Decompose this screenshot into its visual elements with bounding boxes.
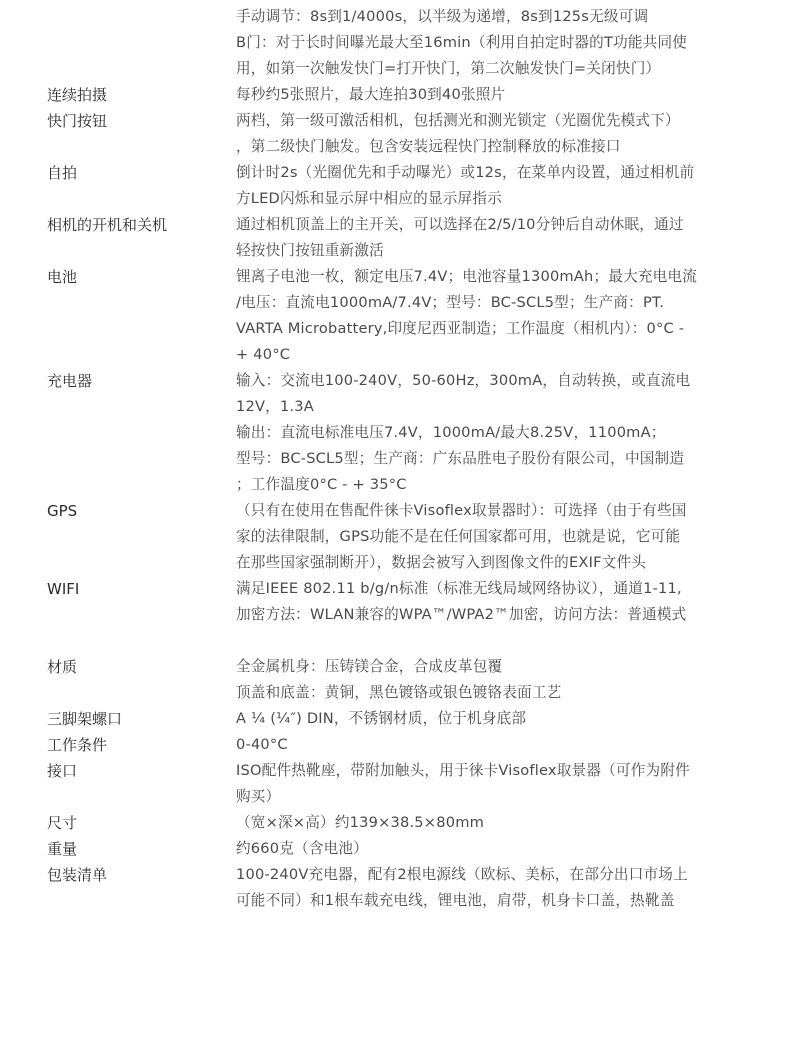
spec-row bbox=[47, 654, 767, 706]
spec-label: 尺寸 bbox=[47, 814, 78, 832]
spec-value bbox=[236, 264, 767, 368]
spec-value bbox=[236, 862, 767, 914]
spec-value-line: 通过相机顶盖上的主开关，可以选择在2/5/10分钟后自动休眠，通过 bbox=[236, 216, 684, 233]
row-spacer bbox=[47, 628, 767, 654]
spec-value-line: 约660克（含电池） bbox=[236, 840, 369, 857]
spec-value-line: 购买） bbox=[236, 788, 281, 805]
spec-value bbox=[236, 82, 767, 108]
spec-value bbox=[236, 368, 767, 498]
spec-value-line: 0-40°C bbox=[236, 736, 288, 753]
spec-value-line: ；工作温度0°C - + 35°C bbox=[236, 476, 407, 493]
spec-row bbox=[47, 758, 767, 810]
spec-value-line: 100-240V充电器，配有2根电源线（欧标、美标，在部分出口市场上 bbox=[236, 866, 688, 883]
spec-value bbox=[236, 212, 767, 264]
spec-row bbox=[47, 160, 767, 212]
spec-label: GPS bbox=[47, 502, 78, 520]
spec-value-line: + 40°C bbox=[236, 346, 291, 363]
spec-value-line: 两档，第一级可激活相机，包括测光和测光锁定（光圈优先模式下） bbox=[236, 112, 680, 129]
spec-row bbox=[47, 836, 767, 862]
spec-value-line: /电压：直流电1000mA/7.4V；型号：BC-SCL5型；生产商：PT. bbox=[236, 294, 665, 311]
spec-row bbox=[47, 576, 767, 628]
spec-row bbox=[47, 862, 767, 914]
spec-row bbox=[47, 706, 767, 732]
spec-label: 连续拍摄 bbox=[47, 86, 108, 104]
spec-row bbox=[47, 810, 767, 836]
spec-label: 相机的开机和关机 bbox=[47, 216, 168, 234]
spec-value-line: 满足IEEE 802.11 b/g/n标准（标准无线局域网络协议），通道1-11, bbox=[236, 580, 682, 597]
spec-value-line: 输出：直流电标准电压7.4V，1000mA/最大8.25V，1100mA； bbox=[236, 424, 666, 441]
spec-value-line: 手动调节：8s到1/4000s，以半级为递增，8s到125s无级可调 bbox=[236, 8, 649, 25]
spec-value-line: 加密方法：WLAN兼容的WPA™/WPA2™加密，访问方法：普通模式 bbox=[236, 606, 687, 623]
spec-value-line: ISO配件热靴座，带附加触头，用于徕卡Visoflex取景器（可作为附件 bbox=[236, 762, 690, 779]
spec-value-line: 顶盖和底盖：黄铜，黑色镀铬或银色镀铬表面工艺 bbox=[236, 684, 562, 701]
spec-label: 工作条件 bbox=[47, 736, 108, 754]
spec-value bbox=[236, 706, 767, 732]
spec-table bbox=[47, 4, 767, 914]
spec-value-line: （只有在使用在售配件徕卡Visoflex取景器时）：可选择（由于有些国 bbox=[236, 502, 687, 519]
spec-row bbox=[47, 108, 767, 160]
spec-label: 三脚架螺口 bbox=[47, 710, 123, 728]
spec-value-line: VARTA Microbattery,印度尼西亚制造；工作温度（相机内）：0°C - bbox=[236, 320, 685, 337]
spec-value bbox=[236, 160, 767, 212]
spec-value-line: （宽×深×高）约139×38.5×80mm bbox=[236, 814, 485, 831]
spec-value-line: 锂离子电池一枚，额定电压7.4V；电池容量1300mAh；最大充电电流 bbox=[236, 268, 698, 285]
spec-value-line: 倒计时2s（光圈优先和手动曝光）或12s，在菜单内设置，通过相机前 bbox=[236, 164, 695, 181]
spec-label: 重量 bbox=[47, 840, 78, 858]
spec-label: 材质 bbox=[47, 658, 78, 676]
spec-row bbox=[47, 368, 767, 498]
spec-value bbox=[236, 108, 767, 160]
spec-label: 充电器 bbox=[47, 372, 93, 390]
spec-value-line: 输入：交流电100-240V，50-60Hz，300mA，自动转换，或直流电 bbox=[236, 372, 691, 389]
spec-value bbox=[236, 4, 767, 82]
spec-value-line: B门：对于长时间曝光最大至16min（利用自拍定时器的T功能共同使 bbox=[236, 34, 688, 51]
spec-value bbox=[236, 732, 767, 758]
spec-label: 快门按钮 bbox=[47, 112, 108, 130]
spec-label: 包装清单 bbox=[47, 866, 108, 884]
spec-label: WIFI bbox=[47, 580, 80, 598]
spec-row bbox=[47, 212, 767, 264]
spec-value bbox=[236, 498, 767, 576]
spec-value-line: 全金属机身：压铸镁合金，合成皮革包覆 bbox=[236, 658, 503, 675]
spec-value bbox=[236, 810, 767, 836]
spec-value bbox=[236, 836, 767, 862]
spec-label: 自拍 bbox=[47, 164, 78, 182]
spec-value bbox=[236, 758, 767, 810]
spec-value-line: 12V，1.3A bbox=[236, 398, 314, 415]
spec-value-line: ，第二级快门触发。包含安装远程快门控制释放的标准接口 bbox=[236, 138, 621, 155]
spec-label: 电池 bbox=[47, 268, 78, 286]
spec-row bbox=[47, 498, 767, 576]
spec-row bbox=[47, 264, 767, 368]
spec-value-line: 用，如第一次触发快门=打开快门，第二次触发快门=关闭快门） bbox=[236, 60, 661, 77]
spec-value bbox=[236, 654, 767, 706]
spec-value-line: 每秒约5张照片，最大连拍30到40张照片 bbox=[236, 86, 506, 103]
spec-row bbox=[47, 732, 767, 758]
spec-row bbox=[47, 4, 767, 82]
spec-value-line: 轻按快门按钮重新激活 bbox=[236, 242, 384, 259]
spec-label: 接口 bbox=[47, 762, 78, 780]
spec-value-line: 型号：BC-SCL5型；生产商：广东品胜电子股份有限公司，中国制造 bbox=[236, 450, 685, 467]
spec-value-line: 可能不同）和1根车载充电线，锂电池，肩带，机身卡口盖，热靴盖 bbox=[236, 892, 675, 909]
spec-value-line: 家的法律限制，GPS功能不是在任何国家都可用，也就是说，它可能 bbox=[236, 528, 681, 545]
spec-value-line: 在那些国家强制断开），数据会被写入到图像文件的EXIF文件头 bbox=[236, 554, 647, 571]
spec-value bbox=[236, 576, 767, 628]
spec-value-line: 方LED闪烁和显示屏中相应的显示屏指示 bbox=[236, 190, 502, 207]
spec-row bbox=[47, 82, 767, 108]
spec-value-line: A ¼ (¼″) DIN，不锈钢材质，位于机身底部 bbox=[236, 710, 527, 727]
